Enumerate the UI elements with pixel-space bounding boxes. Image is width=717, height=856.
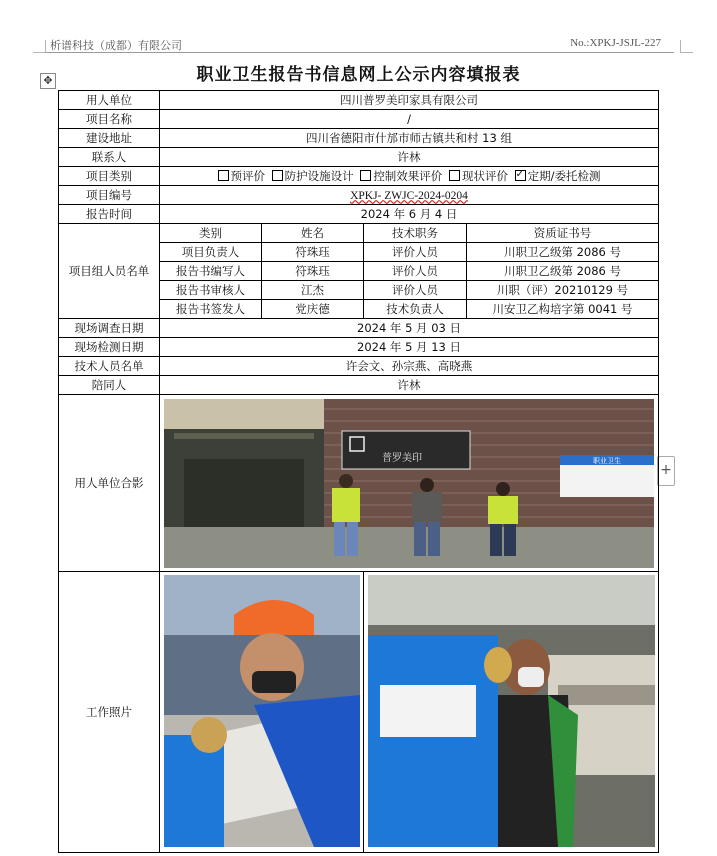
team-title: 评价人员 — [364, 243, 467, 262]
row-detect-date — [59, 338, 659, 357]
group-photo — [164, 399, 654, 568]
team-title: 评价人员 — [364, 262, 467, 281]
document-title: 职业卫生报告书信息网上公示内容填报表 — [196, 65, 521, 85]
cell-project-name: / — [160, 110, 659, 129]
team-name: 江杰 — [262, 281, 364, 300]
cell-label: 工作照片 — [59, 572, 160, 853]
cell-work-photo-right — [364, 572, 659, 853]
cell-contact: 许林 — [160, 148, 659, 167]
team-title: 技术负责人 — [364, 300, 467, 319]
cell-category-options — [160, 167, 659, 186]
cell-label: 项目编号 — [59, 186, 160, 205]
cell-label: 建设地址 — [59, 129, 160, 148]
header-divider — [45, 52, 674, 53]
category-option[interactable]: 预评价 — [218, 169, 266, 183]
row-category — [59, 167, 659, 186]
team-header-cell: 类别 — [160, 224, 262, 243]
cell-project-number — [160, 186, 659, 205]
cell-detect-date: 2024 年 5 月 13 日 — [160, 338, 659, 357]
cell-escort: 许林 — [160, 376, 659, 395]
row-team-header — [59, 224, 659, 243]
team-role: 报告书编写人 — [160, 262, 262, 281]
cell-label: 项目名称 — [59, 110, 160, 129]
checkbox-icon[interactable] — [449, 170, 460, 181]
cell-tech-staff: 许会文、孙宗燕、高晓燕 — [160, 357, 659, 376]
cell-employer: 四川普罗美印家具有限公司 — [160, 91, 659, 110]
category-option[interactable]: 现状评价 — [449, 169, 508, 183]
header-company: 析谱科技（成都）有限公司 — [50, 39, 182, 52]
category-option[interactable]: ✓ 定期/委托检测 — [515, 169, 601, 183]
cell-label: 技术人员名单 — [59, 357, 160, 376]
team-header-cell: 技术职务 — [364, 224, 467, 243]
team-name: 符珠珏 — [262, 262, 364, 281]
cell-label: 现场调查日期 — [59, 319, 160, 338]
checkbox-icon[interactable] — [360, 170, 371, 181]
cell-label: 用人单位合影 — [59, 395, 160, 572]
category-option[interactable]: 防护设施设计 — [272, 169, 354, 183]
checkbox-checked-icon[interactable] — [515, 170, 526, 181]
cell-label: 项目类别 — [59, 167, 160, 186]
cell-label: 项目组人员名单 — [59, 224, 160, 319]
team-title: 评价人员 — [364, 281, 467, 300]
project-number-text: XPKJ- ZWJC-2024-0204 — [350, 189, 468, 202]
row-escort — [59, 376, 659, 395]
banner-text: 职业卫生 — [593, 456, 621, 465]
page-corner-mark — [680, 40, 693, 53]
checkbox-icon[interactable] — [272, 170, 283, 181]
disclosure-table — [58, 90, 659, 853]
row-group-photo — [59, 395, 659, 572]
cell-label: 陪同人 — [59, 376, 160, 395]
team-cert: 川安卫乙构培字第 0041 号 — [467, 300, 659, 319]
team-header-cell: 资质证书号 — [467, 224, 659, 243]
team-name: 党庆德 — [262, 300, 364, 319]
row-tech-staff — [59, 357, 659, 376]
row-address — [59, 129, 659, 148]
add-row-icon[interactable]: + — [657, 456, 675, 486]
work-photo-left — [164, 575, 360, 847]
row-contact — [59, 148, 659, 167]
cell-group-photo — [160, 395, 659, 572]
cell-survey-date: 2024 年 5 月 03 日 — [160, 319, 659, 338]
row-employer — [59, 91, 659, 110]
category-option[interactable]: 控制效果评价 — [360, 169, 442, 183]
cell-address: 四川省德阳市什邡市师古镇共和村 13 组 — [160, 129, 659, 148]
page-corner-mark — [33, 40, 46, 53]
team-cert: 川职卫乙级第 2086 号 — [467, 243, 659, 262]
cell-report-time: 2024 年 6 月 4 日 — [160, 205, 659, 224]
cell-label: 报告时间 — [59, 205, 160, 224]
factory-sign-text: 普罗美印 — [382, 452, 422, 464]
cell-label: 联系人 — [59, 148, 160, 167]
cell-label: 用人单位 — [59, 91, 160, 110]
team-cert: 川职卫乙级第 2086 号 — [467, 262, 659, 281]
table-move-handle-icon[interactable]: ✥ — [40, 73, 56, 89]
cell-work-photo-left — [160, 572, 364, 853]
cell-label: 现场检测日期 — [59, 338, 160, 357]
checkbox-icon[interactable] — [218, 170, 229, 181]
team-name: 符珠珏 — [262, 243, 364, 262]
row-project-name — [59, 110, 659, 129]
row-survey-date — [59, 319, 659, 338]
team-header-cell: 姓名 — [262, 224, 364, 243]
row-report-time — [59, 205, 659, 224]
header-doc-number: No.:XPKJ-JSJL-227 — [570, 37, 661, 49]
team-role: 项目负责人 — [160, 243, 262, 262]
team-cert: 川职（评）20210129 号 — [467, 281, 659, 300]
row-project-number — [59, 186, 659, 205]
team-role: 报告书签发人 — [160, 300, 262, 319]
team-role: 报告书审核人 — [160, 281, 262, 300]
row-work-photos — [59, 572, 659, 853]
work-photo-right — [368, 575, 655, 847]
